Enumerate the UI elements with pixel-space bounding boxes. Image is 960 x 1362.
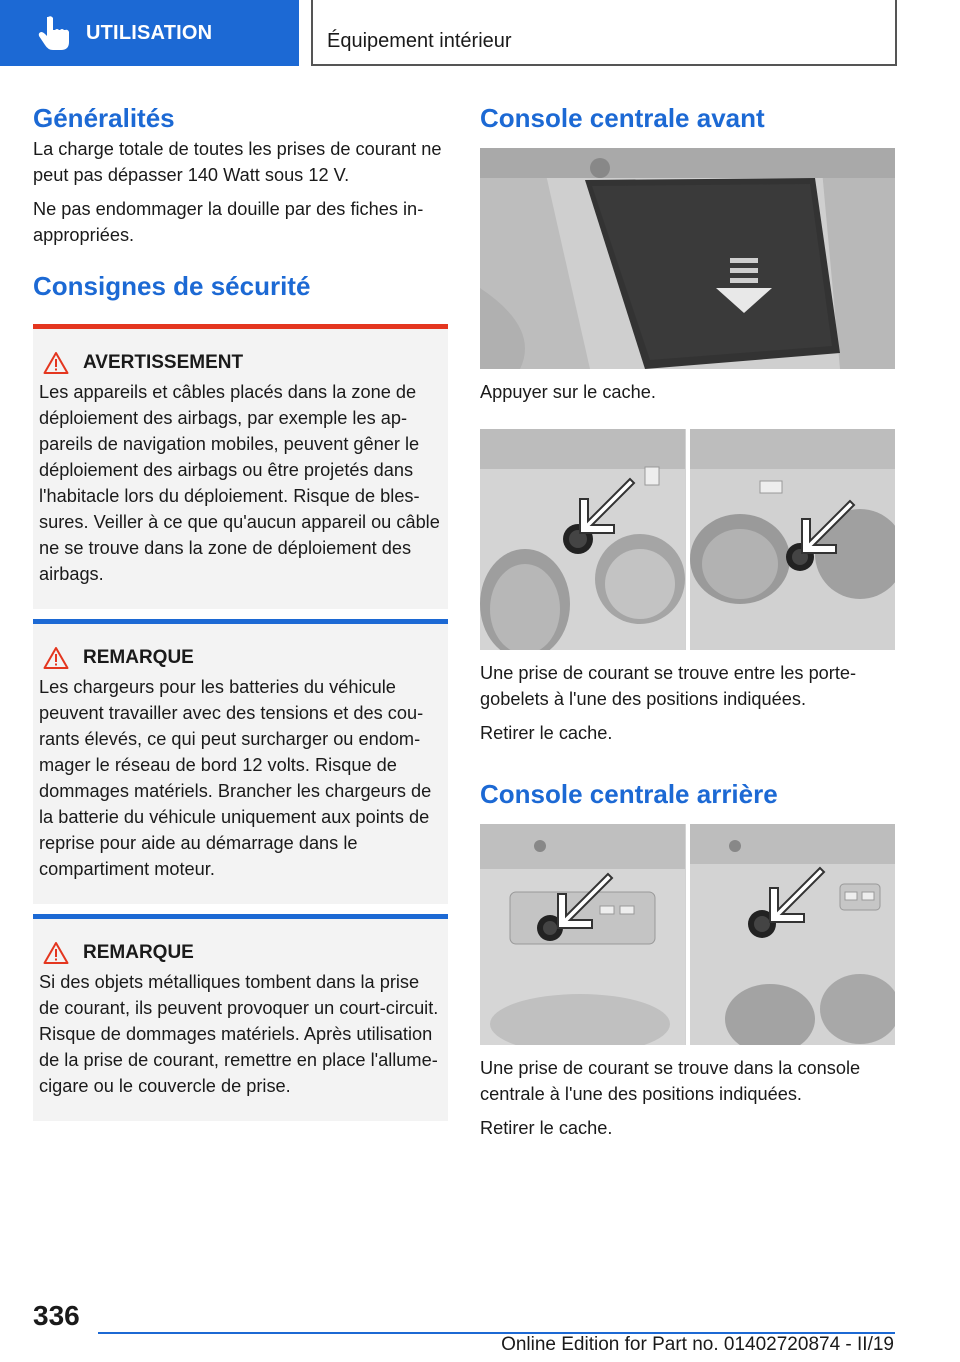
warning-box: [33, 324, 448, 609]
right-column: [480, 100, 895, 1141]
warning-title: AVERTISSEMENT: [83, 352, 244, 373]
note-1-text: Les chargeurs pour les batteries du véhicule peuvent travailler avec des tensions et des courants élevés, ce qui peut surcharger ou endommager le réseau de bord 12 volts. Risque de dommages matériels. Brancher les chargeurs de la batterie du véhicule uniquement aux points de reprise pour aide au démarrage dans le compartiment moteur.: [39, 677, 432, 879]
front-console-photo: [480, 148, 895, 369]
note-1-title: REMARQUE: [83, 647, 194, 668]
page-number: 336: [33, 1300, 80, 1331]
rear-console-photo-left: [480, 824, 686, 1045]
console-arriere-heading: Console centrale arrière: [480, 779, 778, 809]
console-avant-paragraph-1: Une prise de courant se trouve entre les portegobelets à l'une des positions indiquées.: [480, 663, 857, 709]
note-2-title: REMARQUE: [83, 942, 194, 963]
securite-heading: Consignes de sécurité: [33, 271, 311, 301]
cupholder-photo-left: [480, 429, 686, 650]
console-avant-paragraph-2: Retirer le cache.: [480, 723, 613, 743]
warning-text: Les appareils et câbles placés dans la zone de déploiement des airbags, par exemple les appareils de navigation mobiles, peuvent gêner le déploiement des airbags ou être projetés dans l'habitacle lors du déploiement. Risque de blessures. Veiller à ce que qu'aucun appareil ou câble ne se trouve dans la zone de déploiement des airbags.: [39, 382, 440, 584]
rear-console-photo-right: [690, 824, 896, 1045]
note-2-text: Si des objets métalliques tombent dans la prise de courant, ils peuvent provoquer un court-circuit. Risque de dommages matériels. Après utilisation de la prise de courant, remettre en place l'allume-cigare ou le couvercle de prise.: [39, 972, 439, 1096]
chapter-title: Équipement intérieur: [327, 30, 512, 52]
console-arriere-paragraph-2: Retirer le cache.: [480, 1118, 613, 1138]
warning-triangle-icon: [43, 941, 69, 965]
chapter-header: [311, 0, 897, 66]
warning-triangle-icon: [43, 646, 69, 670]
section-tab[interactable]: [0, 0, 299, 66]
console-avant-caption: Appuyer sur le cache.: [480, 382, 656, 402]
rear-console-photo: [480, 824, 895, 1045]
section-title: UTILISATION: [86, 21, 213, 44]
cupholder-photo: [480, 429, 895, 650]
pointing-hand-icon: [34, 13, 74, 53]
edition-text: Online Edition for Part no. 01402720874 - II/19: [501, 1334, 894, 1355]
note-box-2: [33, 914, 448, 1121]
generalites-paragraph-2: Ne pas endommager la douille par des fiches inappropriées.: [33, 199, 424, 245]
generalites-paragraph-1: La charge totale de toutes les prises de courant ne peut pas dépasser 140 Watt sous 12 V.: [33, 139, 442, 185]
cupholder-photo-right: [690, 429, 896, 650]
console-avant-heading: Console centrale avant: [480, 103, 765, 133]
generalites-heading: Généralités: [33, 103, 175, 133]
warning-triangle-icon: [43, 351, 69, 375]
console-arriere-paragraph-1: Une prise de courant se trouve dans la console centrale à l'une des positions indiquées.: [480, 1058, 861, 1104]
note-box-1: [33, 619, 448, 904]
left-column: [33, 100, 448, 1121]
